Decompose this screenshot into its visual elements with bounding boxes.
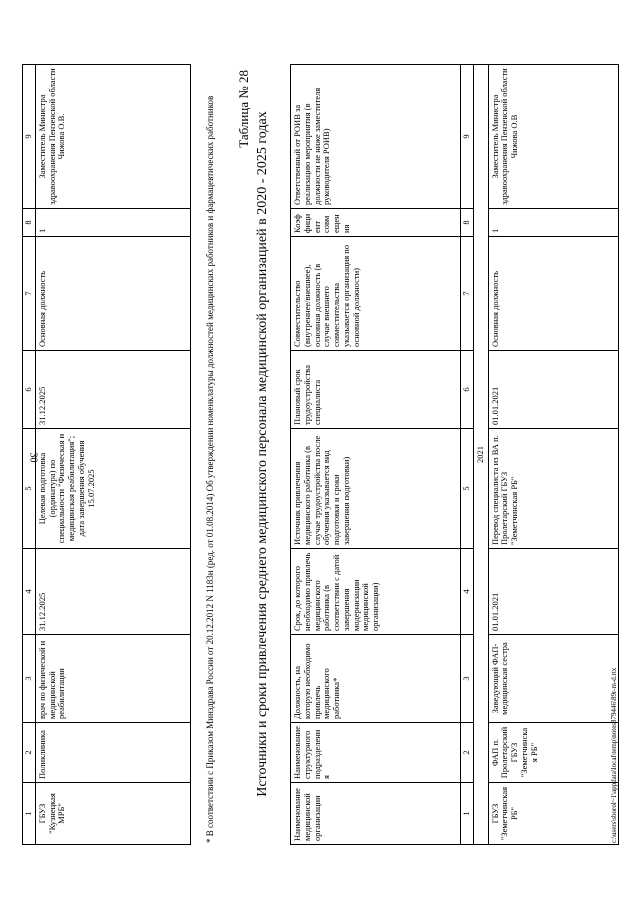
col-number: 2 xyxy=(461,723,474,783)
column-number-row xyxy=(461,65,474,845)
col-number: 8 xyxy=(23,209,36,237)
header-cell: Плановый срок трудоустройства специалиста xyxy=(291,351,461,429)
cell-department: Поликлиника xyxy=(35,723,190,783)
col-number: 5 xyxy=(23,429,36,549)
col-number: 7 xyxy=(461,237,474,351)
table-title: Источники и сроки привлечения среднего медицинского персонала медицинской организацией в 2020 - 2025 годах xyxy=(255,111,270,797)
header-cell: Срок, до которого необходимо привлечь медицинского работника (в соответствии с датой завершения модернизации медицинской организации) xyxy=(291,549,461,635)
header-cell: Ответственный от РОИВ за реализацию мероприятия (в должности не ниже заместителя руководителя РОИВ) xyxy=(291,65,461,209)
year-label: 2021 xyxy=(473,65,488,845)
cell-coefficient: 1 xyxy=(488,209,618,237)
col-number: 4 xyxy=(23,549,36,635)
col-number: 8 xyxy=(461,209,474,237)
cell-employment-type: Основная должность xyxy=(488,237,618,351)
table-row xyxy=(488,65,618,845)
cell-organization: ГБУЗ "Земетчинская РБ" xyxy=(488,783,618,845)
col-number: 7 xyxy=(23,237,36,351)
cell-planned-date: 31.12.2025 xyxy=(35,351,190,429)
header-cell: Источник привлечения медицинского работника (в случае трудоустройства после обучения указывается вид подготовки и сроки завершения подготовки) xyxy=(291,429,461,549)
cell-department: ФАП п. Пролетарский ГБУЗ "Земетчинская РБ" xyxy=(488,723,618,783)
cell-planned-date: 01.01.2021 xyxy=(488,351,618,429)
page-number: 30 xyxy=(27,452,39,463)
col-number: 3 xyxy=(461,635,474,723)
header-cell: Совместительство (внутреннее/внешнее), основная должность (в случае внешнего совместительства указывается организация по основной должности) xyxy=(291,237,461,351)
cell-responsible: Заместитель Министра здравоохранения Пензенской области Чижова О.В. xyxy=(35,65,190,209)
col-number: 5 xyxy=(461,429,474,549)
table-caption: Таблица № 28 xyxy=(236,70,251,148)
table-28 xyxy=(290,64,619,845)
header-cell: Должность, на которую необходимо привлечь медицинского работника* xyxy=(291,635,461,723)
col-number: 9 xyxy=(23,65,36,209)
header-cell: Коэффициент совмещения xyxy=(291,209,461,237)
cell-deadline: 01.01.2021 xyxy=(488,549,618,635)
cell-position: Заведующий ФАП-медицинская сестра xyxy=(488,635,618,723)
cell-organization: ГБУЗ "Кузнецкая МРБ" xyxy=(35,783,190,845)
column-number-row xyxy=(23,65,36,845)
cell-deadline: 31.12.2025 xyxy=(35,549,190,635)
col-number: 2 xyxy=(23,723,36,783)
cell-source: Целевая подготовка (ординатура) по специальности "Физическая и медицинская реабилитация"; дата завершения обучения 15.07.2025 xyxy=(35,429,190,549)
header-row xyxy=(291,65,461,845)
col-number: 3 xyxy=(23,635,36,723)
col-number: 9 xyxy=(461,65,474,209)
col-number: 6 xyxy=(23,351,36,429)
year-row xyxy=(473,65,488,845)
header-cell: Наименование структурного подразделения xyxy=(291,723,461,783)
cell-position: врач по физической и медицинской реабилитации xyxy=(35,635,190,723)
col-number: 1 xyxy=(23,783,36,845)
footnote: * В соответствии с Приказом Минздрава России от 20.12.2012 N 1183н (ред. от 01.08.2014) Об утверждении номенклатуры должностей медицинских работников и фармацевтических работников xyxy=(205,95,215,843)
cell-employment-type: Основная должность xyxy=(35,237,190,351)
cell-responsible: Заместитель Министра здравоохранения Пензенской области Чижова О.В xyxy=(488,65,618,209)
footer-file-path: c:\users\sborol~1\appdata\local\temp\notes879446\89r-m-d.rtx xyxy=(610,667,618,843)
cell-source: Перевод специалиста из ВА п. Пролетарский ГБУЗ "Земетчинская РБ" xyxy=(488,429,618,549)
col-number: 4 xyxy=(461,549,474,635)
cell-coefficient: 1 xyxy=(35,209,190,237)
table-row xyxy=(35,65,190,845)
col-number: 1 xyxy=(461,783,474,845)
col-number: 6 xyxy=(461,351,474,429)
table-continuation xyxy=(22,64,191,845)
header-cell: Наименование медицинской организации xyxy=(291,783,461,845)
